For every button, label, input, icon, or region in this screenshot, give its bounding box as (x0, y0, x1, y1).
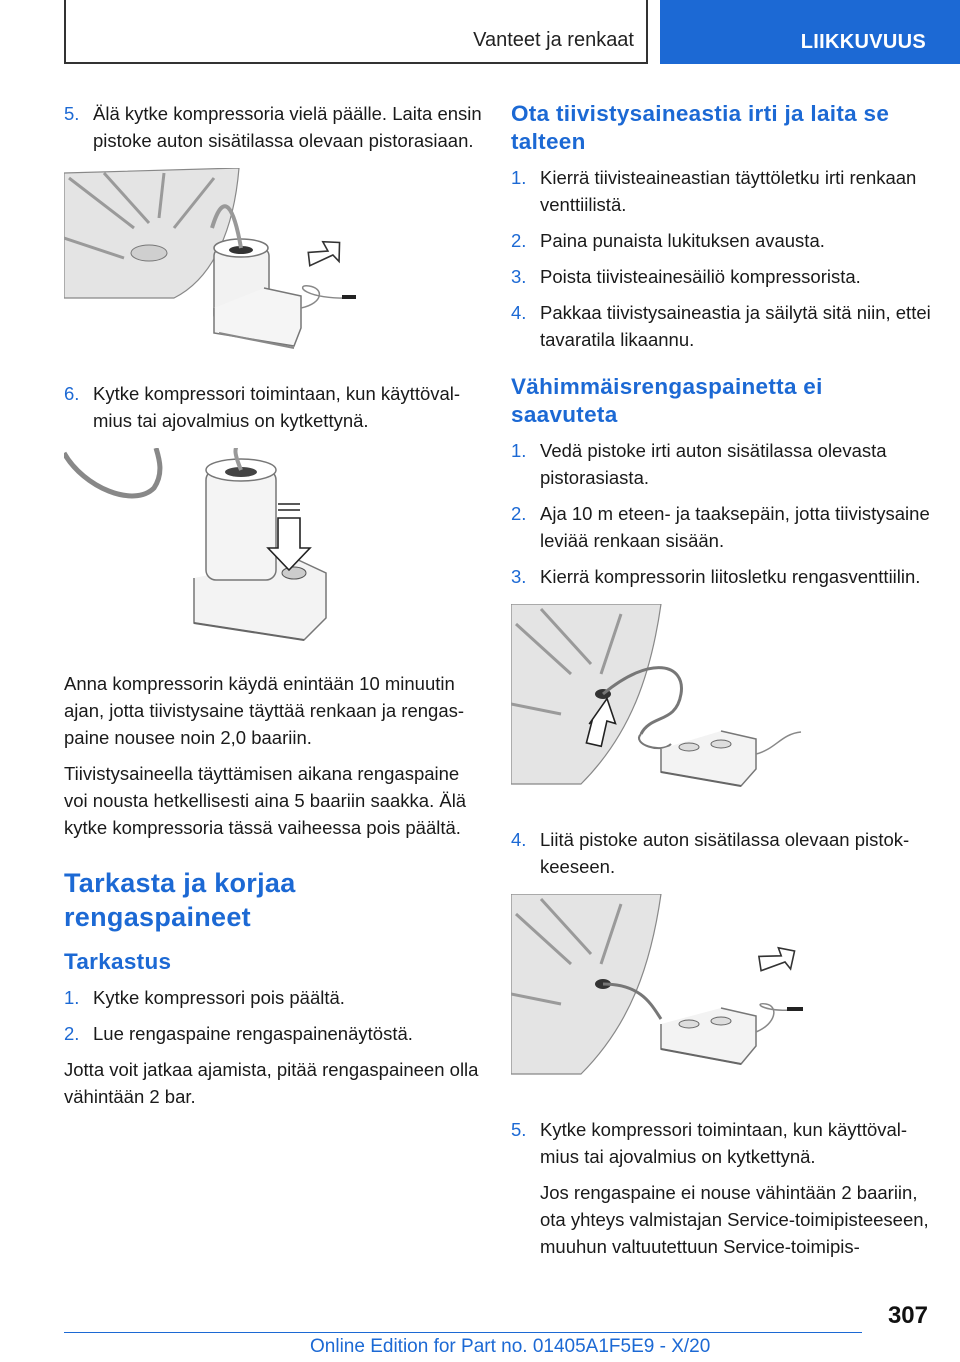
step-number: 2. (511, 230, 527, 251)
step-5 (64, 100, 484, 154)
m-step-5 (511, 1116, 931, 1170)
section-tab (64, 0, 648, 64)
r-step-3 (511, 263, 931, 290)
paragraph-duration: Anna kompressorin käydä enintään 10 minuutin ajan, jotta tiivistysaine täyttää renkaan ja rengaspaine nousee noin 2,0 baariin. (64, 673, 465, 748)
chapter-title: LIIKKUVUUS (800, 31, 926, 53)
step-number: 3. (511, 566, 527, 587)
step-text: Kytke kompressori toimintaan, kun käyttövalmius tai ajovalmius on kytkettynä. (93, 383, 461, 431)
step-text: Liitä pistoke auton sisätilassa olevaan pistokkeeseen. (540, 829, 910, 877)
page-number: 307 (887, 1302, 928, 1329)
footer-divider (64, 1332, 862, 1333)
step-number: 2. (511, 503, 527, 524)
compressor-button-arrow-icon (64, 448, 364, 648)
figure-wheel-compressor-plug (511, 894, 931, 1094)
right-column (511, 100, 931, 1269)
heading-min-pressure: Vähimmäisrengaspainetta ei saavuteta (511, 374, 823, 427)
step-number: 1. (511, 167, 527, 188)
step-number: 6. (64, 383, 80, 404)
m-step-4 (511, 826, 931, 880)
m-step-1 (511, 437, 931, 491)
section-title: Vanteet ja renkaat (473, 29, 634, 51)
step-text: Vedä pistoke irti auton sisätilassa olevasta pistorasiasta. (540, 440, 887, 488)
t-step-2 (64, 1020, 484, 1047)
r-step-2 (511, 227, 931, 254)
left-column (64, 100, 484, 1119)
heading-check-pressure: Tarkasta ja korjaa rengaspaineet (64, 868, 296, 932)
t-step-1 (64, 984, 484, 1011)
edition-text: Online Edition for Part no. 01405A1F5E9 - X/20 (310, 1336, 711, 1357)
step-number: 1. (511, 440, 527, 461)
wheel-valve-hose-arrow-icon (511, 604, 811, 804)
step-number: 4. (511, 829, 527, 850)
step-text: Kytke kompressori pois päältä. (93, 987, 345, 1008)
step-text: Kierrä kompressorin liitosletku rengasventtiilin. (540, 566, 921, 587)
step-text: Kierrä tiivisteaineastian täyttöletku irti renkaan venttiilistä. (540, 167, 917, 215)
heading-tarkastus: Tarkastus (64, 949, 172, 974)
step-text: Aja 10 m eteen- ja taaksepäin, jotta tiivistysaine leviää renkaan sisään. (540, 503, 930, 551)
paragraph-contact-service: Jos rengaspaine ei nouse vähintään 2 baariin, ota yhteys valmistajan Service-toimipisteeseen, muuhun valtuutettuun Service-toimipis- (540, 1182, 929, 1257)
step-number: 2. (64, 1023, 80, 1044)
figure-wheel-compressor-bottle (64, 168, 484, 358)
step-text: Lue rengaspaine rengaspainenäytöstä. (93, 1023, 413, 1044)
step-text: Pakkaa tiivistysaineastia ja säilytä sitä niin, ettei tavaratila likaannu. (540, 302, 931, 350)
figure-compressor-button (64, 448, 484, 648)
step-number: 1. (64, 987, 80, 1008)
m-step-3 (511, 563, 931, 590)
step-text: Poista tiivisteainesäiliö kompressorista. (540, 266, 861, 287)
chapter-tab (660, 0, 960, 64)
step-number: 5. (511, 1119, 527, 1140)
step-number: 5. (64, 103, 80, 124)
step-text: Kytke kompressori toimintaan, kun käyttövalmius tai ajovalmius on kytkettynä. (540, 1119, 908, 1167)
m-step-2 (511, 500, 931, 554)
wheel-compressor-plug-arrow-icon (511, 894, 811, 1094)
wheel-compressor-bottle-arrow-icon (64, 168, 364, 358)
figure-wheel-valve-hose (511, 604, 931, 804)
r-step-1 (511, 164, 931, 218)
paragraph-min-pressure: Jotta voit jatkaa ajamista, pitää rengaspaineen olla vähintään 2 bar. (64, 1059, 479, 1107)
paragraph-pressure-warning: Tiivistysaineella täyttämisen aikana rengaspaine voi nousta hetkellisesti aina 5 baariin saakka. Älä kytke kompressoria tässä vaiheessa pois päältä. (64, 763, 467, 838)
step-6 (64, 380, 484, 434)
step-text: Paina punaista lukituksen avausta. (540, 230, 825, 251)
step-text: Älä kytke kompressoria vielä päälle. Laita ensin pistoke auton sisätilassa olevaan pistorasiaan. (93, 103, 482, 151)
page-header (0, 0, 960, 66)
r-step-4 (511, 299, 931, 353)
step-number: 3. (511, 266, 527, 287)
step-number: 4. (511, 302, 527, 323)
heading-remove-sealant: Ota tiivistysaineastia irti ja laita se talteen (511, 101, 890, 154)
